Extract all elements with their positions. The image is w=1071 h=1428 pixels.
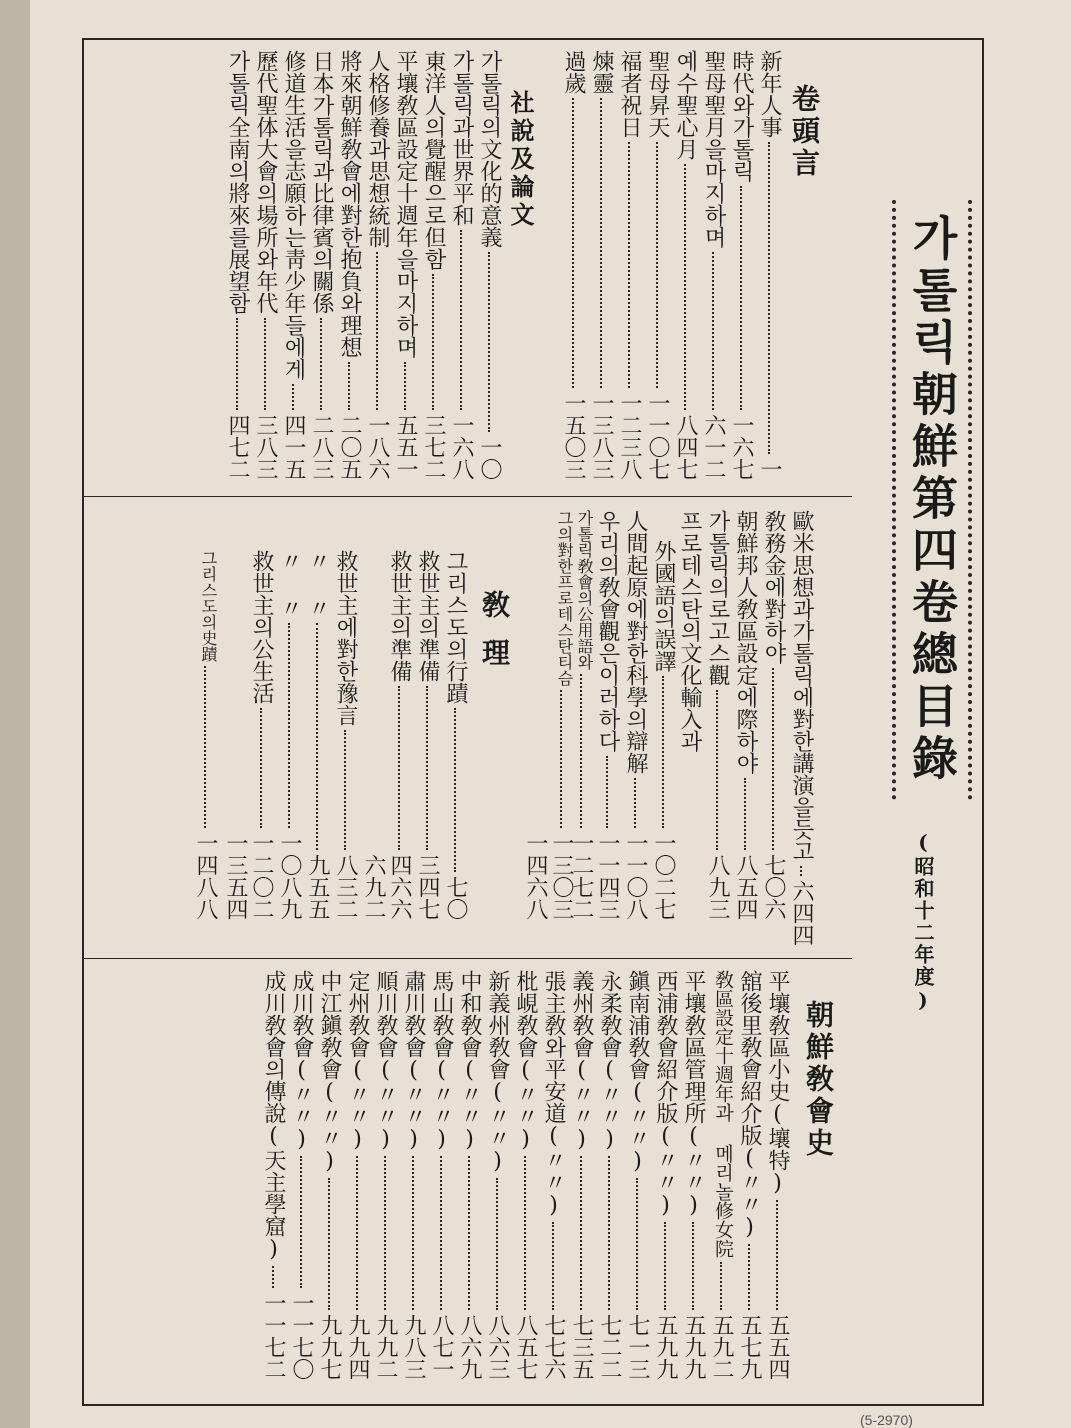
entry-title: 鎭南浦敎會(〃〃): [625, 970, 650, 1174]
toc-entry: [562, 50, 584, 480]
scanned-page: [30, 0, 1071, 1428]
entry-page: 一一〇八: [623, 832, 648, 920]
entry-title: 東洋人의覺醒으로但함: [421, 50, 446, 270]
toc-entry: [706, 510, 728, 920]
entry-title: 敎區設定十週年과 메리놀修女院: [712, 970, 734, 1258]
entry-title: 福者祝日: [617, 50, 642, 138]
toc-entry: [226, 50, 248, 480]
entry-page: 一三〇三: [549, 832, 574, 920]
entry-page: 八七一: [429, 1314, 454, 1380]
entry-title: 가톨릭의文化的意義: [477, 50, 502, 248]
entry-page: 九九七: [317, 1314, 342, 1380]
entry-title: 日本가톨릭과比律賓의關係: [309, 50, 334, 314]
entry-title: 舘後里敎會紹介版(〃〃): [737, 970, 762, 1240]
entry-title: 〃 〃: [305, 550, 330, 619]
entry-title: 時代와가톨릭: [729, 50, 754, 182]
entry-title: 成川敎會(〃〃): [289, 970, 314, 1152]
toc-entry: [362, 550, 384, 920]
entry-title: 聖母聖月을마지하며: [701, 50, 726, 248]
entry-page: 三七二: [421, 414, 446, 480]
entry-page: 八六九: [457, 1314, 482, 1380]
section-heading: 朝鮮敎會史: [802, 1000, 835, 1160]
section-heading: 社說及論文: [506, 90, 535, 230]
entry-page: 九九四: [345, 1314, 370, 1380]
entry-title: 예수聖心月: [673, 50, 698, 160]
entry-page: 七二二: [597, 1314, 622, 1380]
toc-entry: [710, 970, 732, 1380]
entry-page: 一五〇三: [561, 392, 586, 480]
entry-title: 肅川敎會(〃〃): [401, 970, 426, 1152]
entry-title: 成川敎會의傳說(天主學窟): [261, 970, 286, 1262]
toc-entry: [682, 970, 704, 1380]
section-divider: [84, 958, 852, 959]
toc-entry: [626, 970, 648, 1380]
entry-page: 七〇六: [761, 854, 786, 920]
toc-entry: [596, 510, 618, 920]
entry-page: 一一七二: [261, 1292, 286, 1380]
entry-page: 三八三: [253, 414, 278, 480]
entry-title: 西浦敎會紹介版(〃〃): [653, 970, 678, 1218]
toc-entry: [624, 510, 646, 920]
section-middle: [84, 510, 854, 946]
toc-entry: [590, 50, 612, 480]
toc-entry: [550, 510, 572, 920]
entry-page: 九九二: [373, 1314, 398, 1380]
entry-title: 그의對한프로테스탄티슴: [555, 510, 574, 686]
leader-dots: [252, 1266, 274, 1288]
entry-title: 人格修養과思想統制: [365, 50, 390, 248]
entry-page: 一: [757, 458, 782, 480]
entry-page: 五九九: [653, 1314, 678, 1380]
toc-entry: [194, 550, 216, 920]
entry-page: 七三五: [569, 1314, 594, 1380]
entry-title: 永柔敎會(〃〃): [597, 970, 622, 1152]
toc-entry: [524, 510, 546, 920]
entry-page: 一六八: [449, 414, 474, 480]
entry-page: 三四七: [415, 854, 440, 920]
entry-page: 五九九: [681, 1314, 706, 1380]
toc-entry: [262, 970, 284, 1380]
toc-entry: [458, 970, 480, 1380]
toc-entry: [598, 970, 620, 1380]
entry-page: 九五五: [305, 854, 330, 920]
entry-page: 七七六: [541, 1314, 566, 1380]
entry-title: 가톨릭의로고스觀: [705, 510, 730, 686]
entry-page: 五五一: [393, 414, 418, 480]
entry-title: 中江鎭敎會(〃〃): [317, 970, 342, 1174]
toc-entry: [394, 50, 416, 480]
entry-page: 八四七: [673, 414, 698, 480]
section-heading: 敎理: [478, 590, 511, 686]
toc-entry: [789, 510, 814, 946]
section-bottom: [84, 970, 864, 1390]
entry-page: 一一四三: [595, 832, 620, 920]
entry-page: 八九三: [705, 854, 730, 920]
entry-title: 朝鮮邦人敎區設定에際하야: [733, 510, 758, 774]
toc-entry: [738, 970, 760, 1380]
entry-page: 九八三: [401, 1314, 426, 1380]
entry-page: 五九二: [709, 1314, 734, 1380]
toc-entry: [678, 510, 700, 920]
toc-entry: [422, 50, 444, 480]
entry-title: 歐米思想과가톨릭에對한講演을듯고: [789, 510, 814, 862]
toc-entry: [250, 550, 272, 920]
toc-entry: [646, 50, 668, 480]
entry-title: 新義州敎會(〃〃): [485, 970, 510, 1174]
entry-page: 一四六八: [523, 832, 548, 920]
entry-page: 一〇二七: [651, 832, 676, 920]
toc-entry: [366, 50, 388, 480]
toc-entry: [282, 50, 304, 480]
entry-title: 歷代聖体大會의場所와年代: [253, 50, 278, 314]
entry-title: 煉靈: [589, 50, 614, 94]
entry-title: 그리스도의史蹟: [199, 550, 218, 662]
entry-page: 二八三: [309, 414, 334, 480]
entry-page: 七一三: [625, 1314, 650, 1380]
page-code: (5-2970): [860, 1412, 913, 1428]
entry-page: 一一〇七: [645, 392, 670, 480]
toc-entry: [402, 970, 424, 1380]
entry-title: 프로테스탄의文化輸入과: [677, 510, 702, 752]
toc-entry: [338, 50, 360, 480]
toc-entry: [224, 550, 246, 920]
entry-title: 將來朝鮮敎會에對한抱負와理想: [337, 50, 362, 358]
entry-page: 四七二: [225, 414, 250, 480]
toc-entry: [570, 970, 592, 1380]
entry-page: 一四八八: [193, 832, 218, 920]
entry-title: 平壤敎區小史(壤特): [765, 970, 790, 1196]
entry-page: 八六三: [485, 1314, 510, 1380]
entry-page: 五五四: [765, 1314, 790, 1380]
entry-title: 平壤敎區設定十週年을마지하며: [393, 50, 418, 358]
entry-title: 敎務金에對하야: [761, 510, 786, 664]
toc-entry: [486, 970, 508, 1380]
entry-title: 救世主에對한豫言: [333, 550, 358, 726]
section-top: [84, 40, 854, 490]
entry-title: 枇峴敎會(〃〃): [513, 970, 538, 1152]
leader-dots: [216, 318, 238, 410]
entry-title: 修道生活을志願하는靑少年들에게: [281, 50, 306, 380]
toc-entry: [430, 970, 452, 1380]
toc-entry: [652, 510, 674, 920]
entry-title: 救世主의公生活: [249, 550, 274, 704]
entry-title: 우리의敎會觀은이러하다: [595, 510, 620, 752]
entry-page: 一二〇二: [249, 832, 274, 920]
entry-page: 四六六: [387, 854, 412, 920]
entry-page: 五七九: [737, 1314, 762, 1380]
entry-page: 八三二: [333, 854, 358, 920]
subtitle: (昭和十二年度): [911, 830, 935, 1014]
entry-page: 八五四: [733, 854, 758, 920]
entry-title: 過歲: [561, 50, 586, 94]
entry-page: 八五七: [513, 1314, 538, 1380]
entry-title: 救世主의準備: [415, 550, 440, 682]
toc-entry: [478, 50, 500, 480]
toc-entry: [654, 970, 676, 1380]
entry-page: 六九二: [361, 854, 386, 920]
entry-title: 가톨릭과世界平和: [449, 50, 474, 226]
main-title: 가톨릭朝鮮第四卷總目錄: [892, 200, 972, 800]
toc-entry: [674, 50, 696, 480]
section-divider: [84, 496, 852, 497]
toc-entry: [450, 50, 472, 480]
leader-dots: [184, 666, 206, 828]
entry-title: 가톨릭敎會의公用語와: [575, 510, 594, 670]
toc-entry: [416, 550, 438, 920]
entry-page: 四一五: [281, 414, 306, 480]
entry-title: 新年人事: [757, 50, 782, 138]
entry-title: 平壤敎區管理所(〃〃): [681, 970, 706, 1218]
entry-title: 定州敎會(〃〃): [345, 970, 370, 1152]
entry-page: 一六七: [729, 414, 754, 480]
toc-entry: [310, 50, 332, 480]
toc-entry: [290, 970, 312, 1380]
entry-title: 外國語의誤譯: [651, 540, 676, 672]
toc-entry: [542, 970, 564, 1380]
toc-entry: [374, 970, 396, 1380]
entry-title: 그리스도의行蹟: [443, 550, 468, 704]
entry-page: 一二七二: [569, 832, 594, 920]
entry-page: 一三五四: [223, 832, 248, 920]
toc-entry: [766, 970, 788, 1380]
toc-entry: [758, 50, 780, 480]
section-heading: 卷頭言: [788, 84, 821, 180]
toc-entry: [306, 550, 328, 920]
entry-page: 七〇: [443, 876, 468, 920]
entry-title: 人間起原에對한科學의辯解: [623, 510, 648, 774]
toc-entry: [730, 50, 752, 480]
entry-title: 가톨릭全南의將來를展望함: [225, 50, 250, 314]
entry-title: 救世主의準備: [387, 550, 412, 682]
toc-entry: [734, 510, 756, 920]
entry-page: 二〇五: [337, 414, 362, 480]
entry-title: 〃 〃: [277, 550, 302, 619]
entry-page: 六一二: [701, 414, 726, 480]
toc-entry: [702, 50, 724, 480]
entry-page: 一〇八九: [277, 832, 302, 920]
toc-entry: [618, 50, 640, 480]
leader-dots: [552, 98, 574, 388]
entry-page: 六四四: [789, 880, 814, 946]
toc-entry: [254, 50, 276, 480]
entry-title: 中和敎會(〃〃): [457, 970, 482, 1152]
toc-entry: [762, 510, 784, 920]
entry-title: 馬山敎會(〃〃): [429, 970, 454, 1152]
toc-entry: [318, 970, 340, 1380]
entry-title: 聖母昇天: [645, 50, 670, 138]
entry-page: 一二三八: [617, 392, 642, 480]
entry-title: 義州敎會(〃〃): [569, 970, 594, 1152]
toc-entry: [334, 550, 356, 920]
entry-page: 一一七〇: [289, 1292, 314, 1380]
entry-page: 一八六: [365, 414, 390, 480]
entry-title: 張主敎와平安道(〃〃): [541, 970, 566, 1218]
entry-page: 一〇: [477, 436, 502, 480]
entry-title: 順川敎會(〃〃): [373, 970, 398, 1152]
toc-entry: [278, 550, 300, 920]
toc-entry: [444, 550, 466, 920]
toc-frame: [82, 38, 984, 1406]
toc-entry: [388, 550, 410, 920]
entry-page: 一三八三: [589, 392, 614, 480]
toc-entry: [514, 970, 536, 1380]
toc-entry: [346, 970, 368, 1380]
